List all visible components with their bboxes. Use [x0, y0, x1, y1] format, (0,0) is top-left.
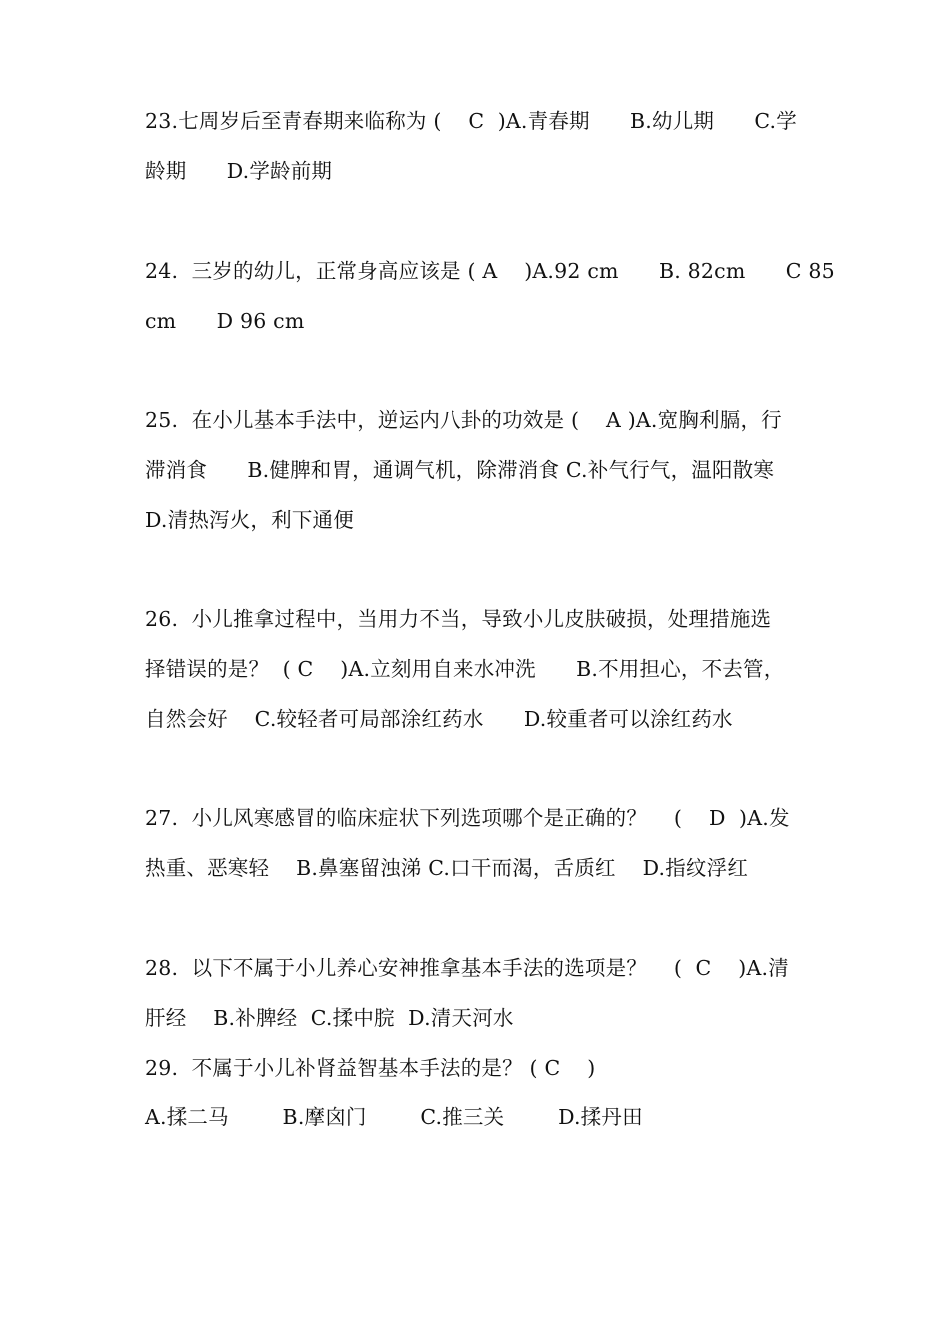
- question-24-line-2: cm D 96 cm: [145, 309, 305, 333]
- question-29-line-1: 29. 不属于小儿补肾益智基本手法的是？ ( C ): [145, 1056, 596, 1080]
- question-28-line-2: 肝经 B.补脾经 C.揉中脘 D.清天河水: [145, 1006, 514, 1030]
- question-24-line-1: 24. 三岁的幼儿，正常身高应该是 ( A )A.92 cm B. 82cm C 85: [145, 259, 835, 283]
- question-26-line-1: 26. 小儿推拿过程中，当用力不当，导致小儿皮肤破损，处理措施选: [145, 607, 772, 631]
- question-27-line-1: 27. 小儿风寒感冒的临床症状下列选项哪个是正确的？ ( D )A.发: [145, 806, 790, 830]
- question-25-line-1: 25. 在小儿基本手法中，逆运内八卦的功效是 ( A )A.宽胸利膈，行: [145, 408, 782, 432]
- question-29-line-2: A.揉二马 B.摩囟门 C.推三关 D.揉丹田: [145, 1105, 643, 1129]
- question-23-line-1: 23.七周岁后至青春期来临称为 ( C )A.青春期 B.幼儿期 C.学: [145, 109, 797, 133]
- question-27-line-2: 热重、恶寒轻 B.鼻塞留浊涕 C.口干而渴，舌质红 D.指纹浮红: [145, 856, 749, 880]
- question-26-line-2: 择错误的是？ ( C )A.立刻用自来水冲洗 B.不用担心，不去管，: [145, 657, 785, 681]
- question-25-line-2: 滞消食 B.健脾和胃，通调气机，除滞消食 C.补气行气，温阳散寒: [145, 458, 775, 482]
- question-23-line-2: 龄期 D.学龄前期: [145, 159, 333, 183]
- question-26-line-3: 自然会好 C.较轻者可局部涂红药水 D.较重者可以涂红药水: [145, 707, 733, 731]
- question-28-line-1: 28. 以下不属于小儿养心安神推拿基本手法的选项是？ ( C )A.清: [145, 956, 789, 980]
- question-25-line-3: D.清热泻火，利下通便: [145, 508, 354, 532]
